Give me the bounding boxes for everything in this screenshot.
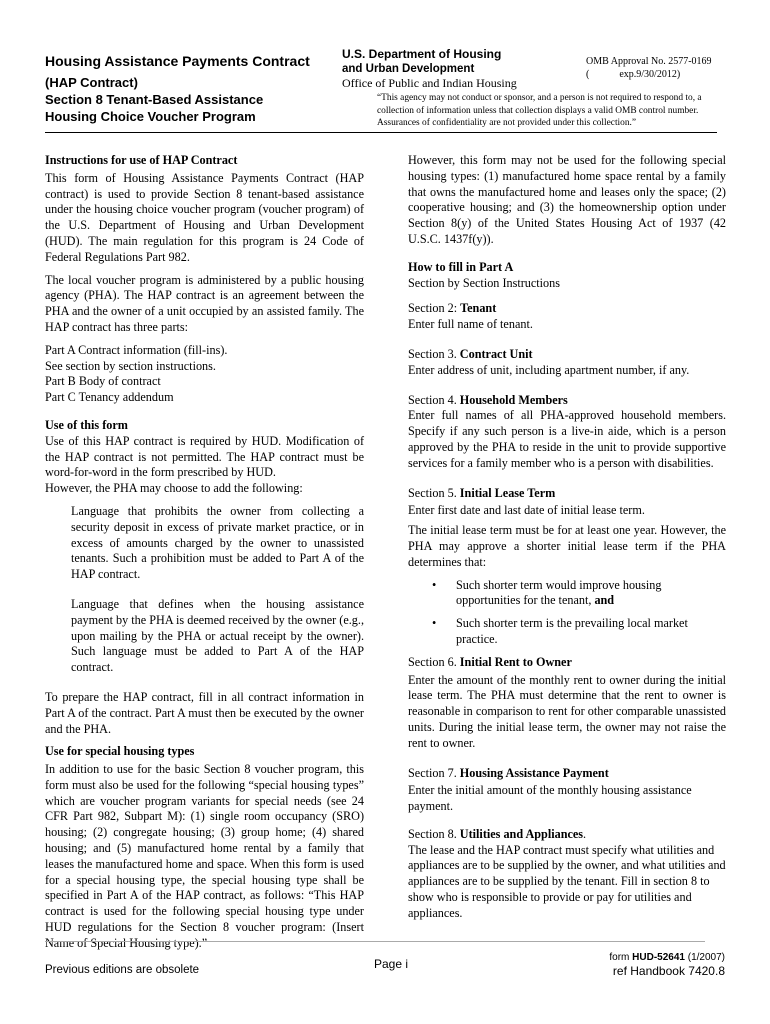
section-8-text: The lease and the HAP contract must specify what utilities and appliances are to be supplied by the owner, and what utilities and appliances are to be supplied by the tenant. Fill in section 8 to show who is responsible to provide or pay for utilities and appliances. bbox=[408, 842, 726, 920]
footer-form-prefix: form bbox=[609, 952, 633, 963]
title-line-3: Section 8 Tenant-Based Assistance bbox=[45, 92, 264, 107]
instructions-heading: Instructions for use of HAP Contract bbox=[45, 153, 238, 167]
section-6-heading bbox=[408, 655, 726, 671]
document-title bbox=[45, 52, 335, 125]
lease-term-conditions bbox=[408, 578, 726, 648]
bullet-1-and: and bbox=[594, 593, 615, 608]
agency-office: Office of Public and Indian Housing bbox=[342, 76, 517, 90]
section-7-text: Enter the initial amount of the monthly housing assistance payment. bbox=[408, 783, 692, 814]
intro-paragraph: This form of Housing Assistance Payments Contract (HAP contract) is used to provide Section 8 tenant-based assistance under the housing choice voucher program (voucher program) of the U.S. Department of Housing and Urban Development (HUD). The main regulation for this program is 24 Code of Federal Regulations Part 982. bbox=[45, 170, 364, 264]
list-item bbox=[408, 616, 726, 648]
section-7-prefix: Section 7. bbox=[408, 765, 460, 780]
section-5-title: Initial Lease Term bbox=[459, 485, 556, 500]
section-6-text: Enter the amount of the monthly rent to owner during the initial lease term. The PHA must determine that the rent to owner is reasonable in comparison to rent for other comparable unassisted units. During the initial lease term, the owner may not raise the rent to owner. bbox=[408, 672, 726, 750]
bullet-icon: • bbox=[432, 577, 437, 592]
section-2-text: Enter full name of tenant. bbox=[408, 317, 533, 332]
section-3-text: Enter address of unit, including apartment number, if any. bbox=[408, 362, 690, 377]
payment-receipt-language: Language that defines when the housing assistance payment by the PHA is deemed received by the owner (e.g., upon mailing by the PHA or actual receipt by the owner). Such language must be added to Part A of the HAP contract. bbox=[71, 596, 364, 675]
omb-expiration: ( exp.9/30/2012) bbox=[586, 69, 681, 80]
section-6-title: Initial Rent to Owner bbox=[459, 654, 572, 669]
administration-paragraph: The local voucher program is administered by a public housing agency (PHA). The HAP contract is an agreement between the PHA and the owner of a unit occupied by an assisted family. The HAP contract has three parts: bbox=[45, 272, 364, 334]
section-5-text-2: The initial lease term must be for at least one year. However, the PHA may approve a shorter initial lease term if the PHA determines that: bbox=[408, 523, 726, 569]
section-4-title: Household Members bbox=[459, 392, 568, 407]
section-5-prefix: Section 5. bbox=[408, 485, 460, 500]
footer-obsolete: Previous editions are obsolete bbox=[45, 964, 200, 976]
use-paragraph: Use of this HAP contract is required by HUD. Modification of the HAP contract is not permitted. The HAP contract must be word-for-word in the form prescribed by HUD. bbox=[45, 433, 364, 480]
right-column bbox=[408, 153, 726, 929]
title-line-4: Housing Choice Voucher Program bbox=[45, 109, 256, 124]
footer-page-number: Page i bbox=[374, 957, 409, 971]
section-4-prefix: Section 4. bbox=[408, 392, 460, 407]
how-to-subheading: Section by Section Instructions bbox=[408, 275, 560, 290]
how-to-heading: How to fill in Part A bbox=[408, 259, 514, 274]
header-rule bbox=[45, 132, 717, 133]
omb-notice: “This agency may not conduct or sponsor, and a person is not required to respond to, a collection of information unless that collection displays a valid OMB control number. Assurances of confidentiality are not provided under this collection.” bbox=[377, 93, 702, 129]
footer-form-date: (1/2007) bbox=[684, 952, 725, 963]
footer-form-number: HUD-52641 bbox=[632, 952, 685, 963]
special-housing-heading: Use for special housing types bbox=[45, 744, 195, 759]
part-a: Part A Contract information (fill-ins). bbox=[45, 342, 228, 357]
footer-form-id bbox=[609, 952, 725, 963]
contract-parts-list bbox=[45, 343, 364, 406]
use-paragraph-2: However, the PHA may choose to add the following: bbox=[45, 481, 303, 496]
section-4-text: Enter full names of all PHA-approved household members. Specify if any such person is a live-in aide, which is a person approved by the PHA to reside in the unit to provide supportive services for a family member who is a person with disabilities. bbox=[408, 408, 726, 470]
section-8-heading bbox=[408, 827, 726, 843]
section-3-prefix: Section 3. bbox=[408, 346, 460, 361]
section-5-text: Enter first date and last date of initial lease term. bbox=[408, 503, 645, 518]
use-heading: Use of this form bbox=[45, 417, 128, 432]
footer-rule bbox=[45, 941, 705, 942]
agency-block bbox=[342, 47, 582, 91]
prepare-paragraph: To prepare the HAP contract, fill in all contract information in Part A of the contract. Part A must then be executed by the owner and the PHA. bbox=[45, 689, 364, 736]
section-2-heading bbox=[408, 301, 726, 317]
section-7-title: Housing Assistance Payment bbox=[459, 765, 609, 780]
part-b: Part B Body of contract bbox=[45, 374, 161, 389]
however-paragraph: However, this form may not be used for the following special housing types: (1) manufactured home space rental by a family that owns the manufactured home and leases only the space; (2) cooperative housing; and (3) the homeownership option under Section 8(y) of the United States Housing Act of 1937 (42 U.S.C. 1437f(y)). bbox=[408, 153, 726, 246]
section-8-title-end: . bbox=[583, 826, 587, 841]
left-column bbox=[45, 153, 364, 959]
section-4-heading bbox=[408, 393, 726, 409]
footer-handbook: ref Handbook 7420.8 bbox=[612, 964, 725, 978]
bullet-1-text: Such shorter term would improve housing opportunities for the tenant, bbox=[456, 577, 662, 608]
section-7-heading bbox=[408, 766, 726, 782]
section-6-prefix: Section 6. bbox=[408, 654, 460, 669]
section-8-prefix: Section 8. bbox=[408, 826, 460, 841]
agency-line-1: U.S. Department of Housing bbox=[342, 47, 502, 61]
section-2-title: Tenant bbox=[460, 301, 497, 316]
section-2-prefix: Section 2: bbox=[408, 301, 461, 316]
section-3-heading bbox=[408, 347, 726, 363]
section-3-title: Contract Unit bbox=[459, 346, 533, 361]
special-housing-paragraph: In addition to use for the basic Section 8 voucher program, this form must also be used for the following “special housing types” which are voucher program variants for special needs (see 24 CFR Part 982, Subpart M): (1) single room occupancy (SRO) housing; (2) congregate housing; (3) group home; (4) shared housing; and (5) manufactured home rental by a family that leases the manufactured home and space. When this form is used for a special housing type, the special housing type shall be specified in Part A of the HAP contract, as follows: “This HAP contract is used for the following special housing type under HUD regulations for the Section 8 voucher program: (Insert Name of Special Housing type).” bbox=[45, 762, 364, 950]
part-a-note: See section by section instructions. bbox=[45, 358, 216, 373]
bullet-2-text: Such shorter term is the prevailing local market practice. bbox=[456, 616, 688, 646]
part-c: Part C Tenancy addendum bbox=[45, 390, 174, 405]
bullet-icon: • bbox=[432, 616, 437, 631]
omb-number: OMB Approval No. 2577-0169 bbox=[586, 56, 712, 67]
agency-line-2: and Urban Development bbox=[342, 63, 475, 75]
section-8-title: Utilities and Appliances bbox=[459, 826, 584, 841]
section-5-heading bbox=[408, 486, 726, 502]
title-line-1: Housing Assistance Payments Contract bbox=[45, 53, 310, 69]
list-item bbox=[408, 578, 726, 610]
title-line-2: (HAP Contract) bbox=[45, 75, 138, 90]
security-deposit-language: Language that prohibits the owner from collecting a security deposit in excess of private market practice, or in excess of amounts charged by the owner to unassisted tenants. Such a prohibition must be added to Part A of the HAP contract. bbox=[71, 503, 364, 582]
omb-approval bbox=[586, 55, 766, 81]
